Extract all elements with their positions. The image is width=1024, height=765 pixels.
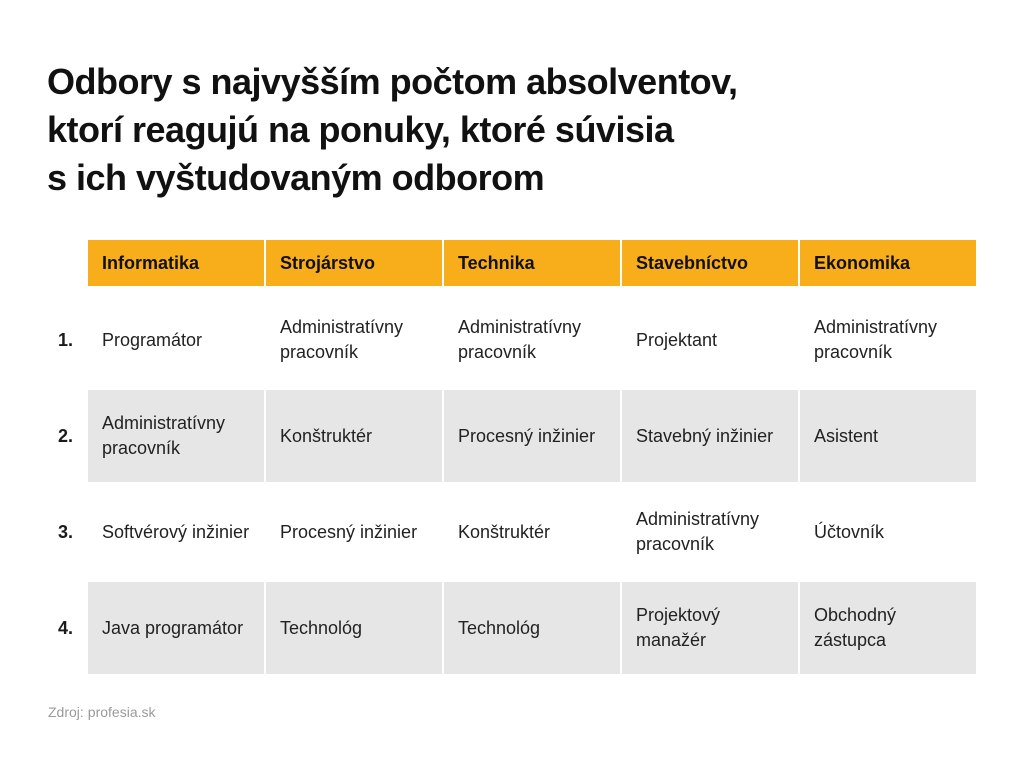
- table-cell: Obchodný zástupca: [800, 582, 976, 674]
- rank-label: 4.: [58, 617, 74, 638]
- column-header: Technika: [444, 240, 620, 286]
- column-header: Ekonomika: [800, 240, 976, 286]
- title-line-1: Odbory s najvyšším počtom absolventov,: [47, 61, 738, 102]
- table-cell: Administratívny pracovník: [814, 317, 938, 362]
- rank-label: 2.: [58, 425, 74, 446]
- table-cell: Administratívny pracovník: [458, 317, 582, 362]
- table-cell: Účtovník: [814, 521, 885, 542]
- table-row: [48, 294, 978, 386]
- title-line-2: ktorí reagujú na ponuky, ktoré súvisia: [47, 109, 674, 150]
- source-note: [48, 704, 156, 720]
- table-row: [48, 390, 978, 482]
- table-cell: Programátor: [102, 329, 203, 350]
- table-cell: Procesný inžinier: [444, 390, 620, 482]
- source-label: Zdroj:: [48, 704, 84, 720]
- column-header: Strojárstvo: [266, 240, 442, 286]
- rank-label: 1.: [58, 329, 74, 350]
- column-header: Stavebníctvo: [622, 240, 798, 286]
- table-cell: Administratívny pracovník: [280, 317, 404, 362]
- table-cell: Projektant: [636, 329, 718, 350]
- table-cell: Softvérový inžinier: [102, 521, 250, 542]
- column-header: Informatika: [88, 240, 264, 286]
- table-cell: Administratívny pracovník: [88, 390, 264, 482]
- table-cell: Java programátor: [88, 582, 264, 674]
- source-value: profesia.sk: [87, 704, 156, 720]
- title-line-3: s ich vyštudovaným odborom: [47, 157, 545, 198]
- table-cell: Technológ: [444, 582, 620, 674]
- table-cell: Asistent: [800, 390, 976, 482]
- table-cell: Konštruktér: [266, 390, 442, 482]
- header-rank-spacer: [48, 240, 88, 286]
- table-row: [48, 582, 978, 674]
- table-cell: Technológ: [266, 582, 442, 674]
- table-cell: Procesný inžinier: [280, 521, 418, 542]
- rank-label: 3.: [58, 521, 74, 542]
- table-cell: Projektový manažér: [622, 582, 798, 674]
- table-cell: Konštruktér: [458, 521, 551, 542]
- table-header-row: [48, 240, 978, 286]
- table-cell: Stavebný inžinier: [622, 390, 798, 482]
- table-cell: Administratívny pracovník: [636, 509, 760, 554]
- chart-title: [47, 58, 947, 202]
- ranking-table: [48, 240, 978, 678]
- table-row: [48, 486, 978, 578]
